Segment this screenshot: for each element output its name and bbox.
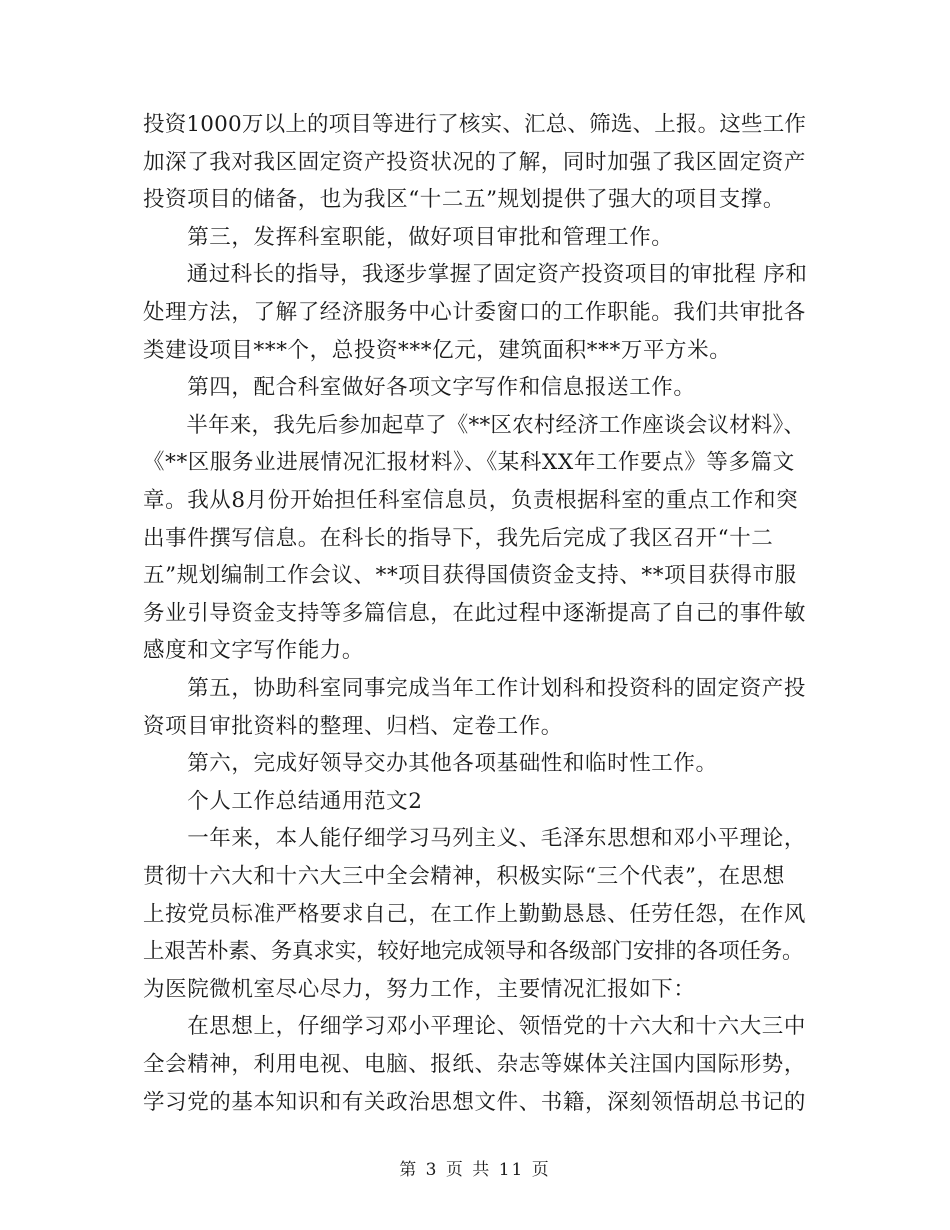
text-line: 第六，完成好领导交办其他各项基础性和临时性工作。	[143, 751, 718, 777]
text-line: 为医院微机室尽心尽力，努力工作，主要情况汇报如下：	[143, 976, 696, 1002]
text-line: 第三，发挥科室职能，做好项目审批和管理工作。	[143, 224, 674, 250]
text-line: 第四，配合科室做好各项文字写作和信息报送工作。	[143, 375, 696, 401]
text-line: 贯彻十六大和十六大三中全会精神，积极实际“三个代表”，在思想	[143, 864, 785, 889]
text-line: 一年来，本人能仔细学习马列主义、毛泽东思想和邓小平理论，	[143, 826, 807, 852]
text-line: 上按党员标准严格要求自己，在工作上勤勤恳恳、任劳任怨，在作风	[143, 901, 807, 927]
text-line: 半年来，我先后参加起草了《**区农村经济工作座谈会议材料》、	[143, 412, 806, 438]
text-line: 务业引导资金支持等多篇信息，在此过程中逐渐提高了自己的事件敏	[143, 600, 807, 626]
text-line: 个人工作总结通用范文2	[143, 788, 423, 814]
text-line: 学习党的基本知识和有关政治思想文件、书籍，深刻领悟胡总书记的	[143, 1089, 807, 1115]
text-line: 处理方法，了解了经济服务中心计委窗口的工作职能。我们共审批各	[143, 300, 807, 325]
text-line: 加深了我对我区固定资产投资状况的了解，同时加强了我区固定资产	[143, 149, 807, 175]
text-line: 类建设项目***个，总投资***亿元，建筑面积***万平方米。	[143, 337, 732, 363]
text-line: 出事件撰写信息。在科长的指导下，我先后完成了我区召开“十二	[143, 525, 774, 551]
page-footer: 第 3 页 共 11 页	[399, 1160, 551, 1180]
text-line: 第五，协助科室同事完成当年工作计划科和投资科的固定资产投	[143, 676, 807, 701]
text-line: 通过科长的指导，我逐步掌握了固定资产投资项目的审批程 序和	[143, 262, 808, 288]
text-line: 上艰苦朴素、务真求实，较好地完成领导和各级部门安排的各项任务。	[143, 939, 804, 965]
text-line: 投资1000万以上的项目等进行了核实、汇总、筛选、上报。这些工作	[143, 112, 807, 137]
text-line: 章。我从8月份开始担任科室信息员，负责根据科室的重点工作和突	[143, 488, 799, 513]
text-line: 五”规划编制工作会议、**项目获得国债资金支持、**项目获得市服	[143, 563, 797, 589]
text-line: 全会精神，利用电视、电脑、报纸、杂志等媒体关注国内国际形势，	[143, 1052, 807, 1077]
text-line: 《**区服务业进展情况汇报材料》、《某科XX年工作要点》等多篇文	[143, 450, 795, 476]
text-line: 投资项目的储备，也为我区“十二五”规划提供了强大的项目支撑。	[143, 187, 785, 213]
text-line: 资项目审批资料的整理、归档、定卷工作。	[143, 713, 563, 739]
text-line: 在思想上，仔细学习邓小平理论、领悟党的十六大和十六大三中	[143, 1014, 807, 1040]
text-line: 感度和文字写作能力。	[143, 638, 365, 664]
